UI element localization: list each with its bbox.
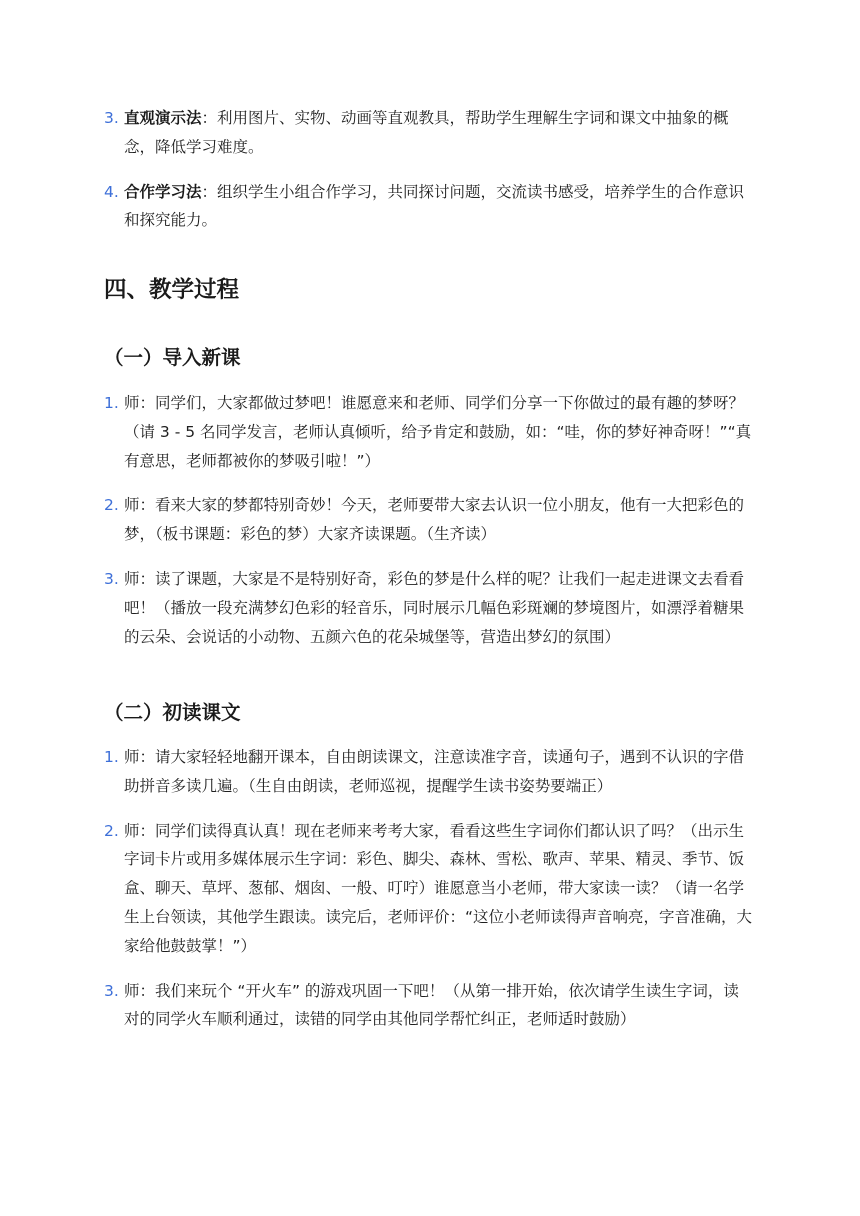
method-title: 直观演示法 bbox=[124, 109, 202, 127]
list-item bbox=[104, 565, 754, 651]
list-number: 3. bbox=[104, 109, 119, 127]
item-text: 师：同学们读得真认真！现在老师来考考大家，看看这些生字词你们都认识了吗？（出示生字词卡片或用多媒体展示生字词：彩色、脚尖、森林、雪松、歌声、苹果、精灵、季节、饭盒、聊天、草坪、葱郁、烟囱、一般、叮咛）谁愿意当小老师，带大家读一读？（请一名学生上台领读，其他学生跟读。读完后，老师评价：“这位小老师读得声音响亮，字音准确，大家给他鼓鼓掌！”） bbox=[124, 821, 753, 955]
item-text: 师：我们来玩个 “开火车” 的游戏巩固一下吧！（从第一排开始，依次请学生读生字词，读对的同学火车顺利通过，读错的同学由其他同学帮忙纠正，老师适时鼓励） bbox=[124, 981, 739, 1029]
section-title: 四、教学过程 bbox=[104, 277, 240, 303]
list-number: 1. bbox=[104, 748, 119, 766]
list-item bbox=[104, 104, 754, 162]
list-number: 2. bbox=[104, 496, 119, 515]
part2-heading: （二）初读课文 bbox=[104, 701, 241, 724]
item-text: 师：读了课题，大家是不是特别好奇，彩色的梦是什么样的呢？让我们一起走进课文去看看吧！（播放一段充满梦幻色彩的轻音乐，同时展示几幅色彩斑斓的梦境图片，如漂浮着糖果的云朵、会说话的小动物、五颜六色的花朵城堡等，营造出梦幻的氛围） bbox=[124, 569, 745, 646]
teaching-methods-list bbox=[104, 104, 754, 251]
list-item bbox=[104, 491, 754, 549]
part2-list bbox=[104, 743, 754, 1050]
item-text: 师：请大家轻轻地翻开课本，自由朗读课文，注意读准字音，读通句子，遇到不认识的字借助拼音多读几遍。（生自由朗读，老师巡视，提醒学生读书姿势要端正） bbox=[124, 748, 745, 795]
method-text: ：利用图片、实物、动画等直观教具，帮助学生理解生字词和课文中抽象的概念，降低学习难度。 bbox=[124, 109, 729, 156]
list-item bbox=[104, 817, 754, 961]
list-number: 3. bbox=[104, 981, 119, 1000]
list-number: 2. bbox=[104, 821, 119, 840]
list-number: 1. bbox=[104, 394, 119, 412]
item-text: 师：看来大家的梦都特别奇妙！今天，老师要带大家去认识一位小朋友，他有一大把彩色的梦，（板书课题：彩色的梦）大家齐读课题。（生齐读） bbox=[124, 496, 745, 544]
list-item bbox=[104, 178, 754, 236]
list-item bbox=[104, 389, 754, 475]
part1-list bbox=[104, 389, 754, 667]
list-item bbox=[104, 977, 754, 1035]
method-text: ：组织学生小组合作学习，共同探讨问题，交流读书感受，培养学生的合作意识和探究能力。 bbox=[124, 182, 745, 230]
list-number: 4. bbox=[104, 182, 119, 201]
list-item bbox=[104, 743, 754, 801]
method-title: 合作学习法 bbox=[124, 182, 202, 201]
part1-heading: （一）导入新课 bbox=[104, 346, 241, 369]
list-number: 3. bbox=[104, 569, 119, 588]
item-text: 师：同学们，大家都做过梦吧！谁愿意来和老师、同学们分享一下你做过的最有趣的梦呀？（请 3 - 5 名同学发言，老师认真倾听，给予肯定和鼓励，如：“哇，你的梦好神奇呀！”“真有意思，老师都被你的梦吸引啦！”） bbox=[124, 394, 752, 470]
